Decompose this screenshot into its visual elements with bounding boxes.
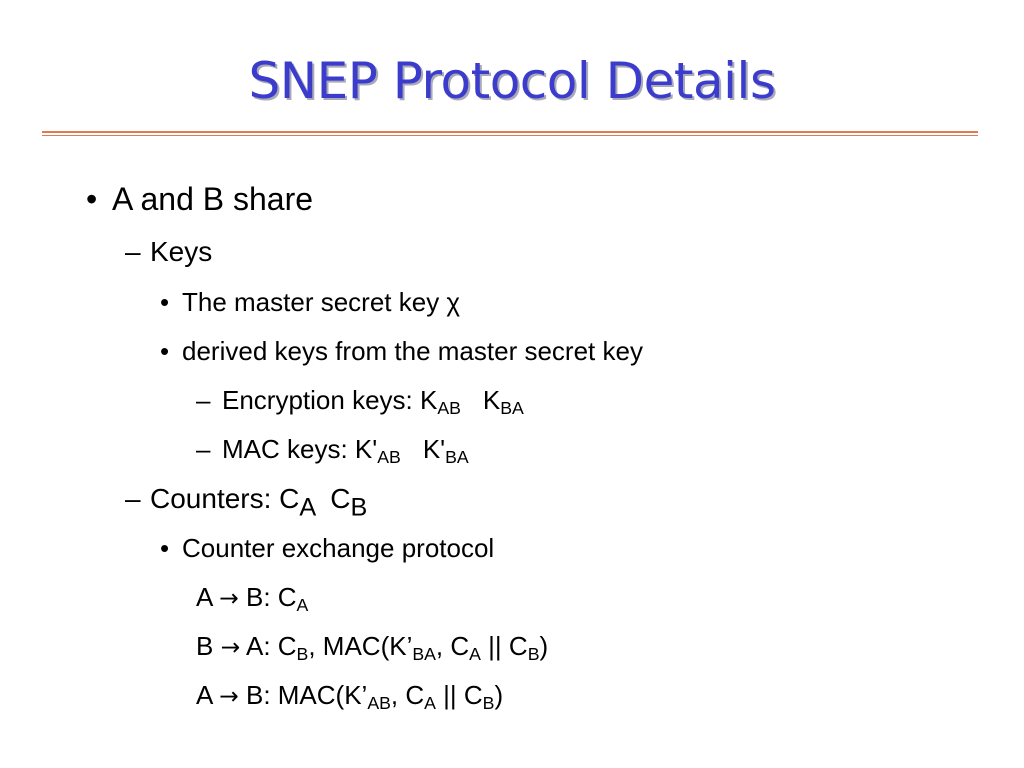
bullet-text: derived keys from the master secret key — [182, 336, 643, 366]
bullet-marker: • — [160, 336, 170, 366]
subitem-mac-keys — [196, 434, 469, 465]
bullet-master-key — [160, 287, 460, 318]
protocol-step-3: A → B: $MAC(K’_{AB}$, $C_A$ || $C_B$) — [196, 680, 504, 713]
protocol-step-2: B → A: $C_B$, $MAC(K’_{BA}$, $C_A$ || $C_B$) — [196, 631, 549, 664]
subitem-text: Keys — [150, 236, 213, 267]
dash-marker: – — [125, 483, 141, 514]
counter-subscript: B — [350, 493, 368, 522]
key-symbol: K — [419, 385, 438, 415]
counters-label: Counters: — [150, 483, 280, 514]
key-symbol: K' — [422, 434, 446, 464]
title-rule-bottom — [42, 135, 978, 136]
subitem-keys — [125, 236, 212, 268]
counter-symbol: C — [330, 483, 351, 514]
bullet-text: Counter exchange protocol — [182, 533, 495, 563]
dash-marker: – — [196, 385, 211, 415]
mac-label: MAC keys: — [222, 434, 355, 464]
bullet-counter-exchange — [160, 533, 494, 564]
page-title: SNEP Protocol Details — [248, 52, 776, 110]
arrow-icon: → — [219, 682, 239, 710]
arrow-icon: → — [219, 584, 239, 612]
protocol-step-1: A → B: $C_A$ — [196, 582, 309, 615]
bullet-marker: • — [86, 181, 98, 217]
subitem-counters — [125, 483, 368, 522]
key-subscript: AB — [437, 397, 461, 418]
enc-label: Encryption keys: — [222, 385, 420, 415]
subitem-encryption-keys — [196, 385, 524, 416]
bullet-text: The master secret key χ — [182, 287, 461, 317]
counter-subscript: A — [299, 493, 317, 522]
bullet-share — [86, 181, 313, 218]
dash-marker: – — [196, 434, 211, 464]
bullet-derived-keys — [160, 336, 643, 367]
key-subscript: BA — [445, 446, 469, 467]
title-rule-top — [42, 131, 978, 133]
key-subscript: BA — [500, 397, 524, 418]
bullet-marker: • — [160, 287, 170, 317]
key-symbol: K' — [354, 434, 378, 464]
key-subscript: AB — [377, 446, 401, 467]
bullet-marker: • — [160, 533, 170, 563]
arrow-icon: → — [220, 633, 241, 661]
bullet-text: A and B share — [112, 181, 314, 217]
dash-marker: – — [125, 236, 141, 267]
counter-symbol: C — [279, 483, 300, 514]
key-symbol: K — [482, 385, 501, 415]
